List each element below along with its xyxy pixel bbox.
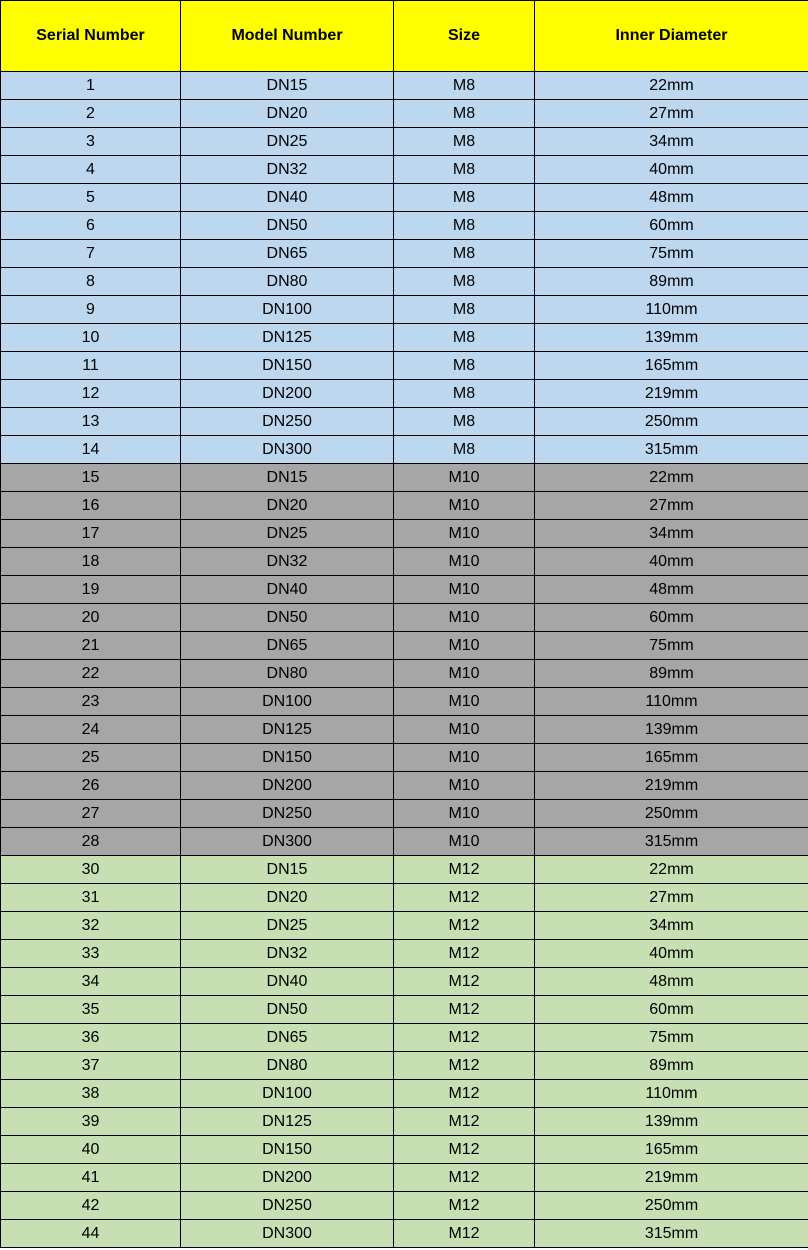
cell-serial-number: 38 [1,1080,181,1108]
table-row [1,576,808,604]
cell-size: M12 [394,1024,535,1052]
cell-size: M10 [394,744,535,772]
table-row [1,212,808,240]
cell-serial-number: 34 [1,968,181,996]
table-row [1,1192,808,1220]
table-row [1,240,808,268]
table-row [1,912,808,940]
cell-size: M8 [394,268,535,296]
cell-serial-number: 40 [1,1136,181,1164]
cell-model-number: DN300 [181,1220,394,1248]
table-row [1,72,808,100]
cell-size: M10 [394,688,535,716]
cell-size: M8 [394,72,535,100]
cell-size: M8 [394,100,535,128]
cell-serial-number: 22 [1,660,181,688]
table-row [1,772,808,800]
cell-size: M8 [394,380,535,408]
cell-size: M10 [394,604,535,632]
cell-size: M8 [394,436,535,464]
table-row [1,1220,808,1248]
cell-size: M8 [394,184,535,212]
table-row [1,548,808,576]
cell-inner-diameter: 110mm [535,1080,808,1108]
cell-serial-number: 37 [1,1052,181,1080]
table-row [1,436,808,464]
cell-serial-number: 19 [1,576,181,604]
cell-serial-number: 25 [1,744,181,772]
cell-serial-number: 18 [1,548,181,576]
cell-model-number: DN150 [181,1136,394,1164]
cell-serial-number: 17 [1,520,181,548]
table-row [1,716,808,744]
cell-inner-diameter: 40mm [535,940,808,968]
cell-inner-diameter: 22mm [535,464,808,492]
cell-inner-diameter: 165mm [535,1136,808,1164]
cell-inner-diameter: 75mm [535,240,808,268]
table-row [1,632,808,660]
cell-serial-number: 21 [1,632,181,660]
cell-model-number: DN15 [181,464,394,492]
table-row [1,128,808,156]
cell-size: M8 [394,212,535,240]
table-row [1,100,808,128]
table-row [1,660,808,688]
table-row [1,156,808,184]
table-row [1,352,808,380]
table-row [1,492,808,520]
header-size: Size [394,1,535,72]
cell-model-number: DN32 [181,940,394,968]
cell-serial-number: 4 [1,156,181,184]
cell-inner-diameter: 75mm [535,1024,808,1052]
cell-size: M12 [394,1052,535,1080]
cell-serial-number: 28 [1,828,181,856]
table-row [1,1164,808,1192]
cell-serial-number: 2 [1,100,181,128]
cell-serial-number: 15 [1,464,181,492]
cell-model-number: DN50 [181,996,394,1024]
table-body [1,72,808,1248]
cell-size: M12 [394,1192,535,1220]
cell-inner-diameter: 60mm [535,996,808,1024]
cell-serial-number: 5 [1,184,181,212]
table-row [1,1080,808,1108]
cell-size: M10 [394,576,535,604]
cell-size: M8 [394,324,535,352]
cell-inner-diameter: 219mm [535,772,808,800]
cell-serial-number: 44 [1,1220,181,1248]
cell-inner-diameter: 60mm [535,212,808,240]
cell-inner-diameter: 75mm [535,632,808,660]
cell-model-number: DN20 [181,884,394,912]
cell-inner-diameter: 250mm [535,408,808,436]
cell-model-number: DN100 [181,1080,394,1108]
cell-serial-number: 10 [1,324,181,352]
cell-inner-diameter: 22mm [535,72,808,100]
cell-model-number: DN40 [181,968,394,996]
cell-size: M12 [394,968,535,996]
cell-model-number: DN250 [181,408,394,436]
cell-serial-number: 42 [1,1192,181,1220]
table-row [1,604,808,632]
cell-serial-number: 39 [1,1108,181,1136]
cell-inner-diameter: 34mm [535,128,808,156]
cell-model-number: DN32 [181,156,394,184]
table-row [1,1024,808,1052]
cell-size: M12 [394,940,535,968]
cell-model-number: DN125 [181,716,394,744]
cell-size: M12 [394,884,535,912]
cell-size: M10 [394,716,535,744]
cell-inner-diameter: 315mm [535,1220,808,1248]
cell-model-number: DN80 [181,268,394,296]
cell-serial-number: 24 [1,716,181,744]
table-row [1,324,808,352]
cell-inner-diameter: 110mm [535,296,808,324]
cell-inner-diameter: 40mm [535,156,808,184]
cell-size: M8 [394,240,535,268]
cell-size: M12 [394,1220,535,1248]
cell-size: M10 [394,800,535,828]
cell-model-number: DN32 [181,548,394,576]
cell-inner-diameter: 40mm [535,548,808,576]
cell-model-number: DN15 [181,856,394,884]
cell-serial-number: 31 [1,884,181,912]
header-model-number: Model Number [181,1,394,72]
cell-model-number: DN25 [181,128,394,156]
cell-inner-diameter: 89mm [535,1052,808,1080]
cell-inner-diameter: 60mm [535,604,808,632]
cell-size: M10 [394,828,535,856]
cell-serial-number: 26 [1,772,181,800]
cell-serial-number: 27 [1,800,181,828]
cell-serial-number: 35 [1,996,181,1024]
cell-size: M12 [394,912,535,940]
cell-model-number: DN250 [181,1192,394,1220]
cell-model-number: DN25 [181,912,394,940]
cell-size: M12 [394,1136,535,1164]
cell-model-number: DN200 [181,1164,394,1192]
table-row [1,184,808,212]
cell-size: M12 [394,996,535,1024]
cell-serial-number: 7 [1,240,181,268]
header-row [1,1,808,72]
table-row [1,1052,808,1080]
cell-model-number: DN50 [181,604,394,632]
table-row [1,380,808,408]
cell-model-number: DN20 [181,100,394,128]
cell-serial-number: 13 [1,408,181,436]
cell-model-number: DN125 [181,324,394,352]
table-row [1,1108,808,1136]
cell-inner-diameter: 139mm [535,716,808,744]
table-row [1,1136,808,1164]
cell-size: M8 [394,296,535,324]
cell-size: M8 [394,128,535,156]
cell-model-number: DN200 [181,772,394,800]
cell-serial-number: 32 [1,912,181,940]
cell-serial-number: 23 [1,688,181,716]
cell-inner-diameter: 27mm [535,492,808,520]
header-serial-number: Serial Number [1,1,181,72]
table-row [1,268,808,296]
cell-size: M10 [394,464,535,492]
cell-model-number: DN65 [181,632,394,660]
cell-model-number: DN200 [181,380,394,408]
cell-inner-diameter: 48mm [535,968,808,996]
cell-inner-diameter: 27mm [535,884,808,912]
cell-serial-number: 20 [1,604,181,632]
cell-serial-number: 9 [1,296,181,324]
table-row [1,800,808,828]
cell-inner-diameter: 315mm [535,828,808,856]
cell-serial-number: 1 [1,72,181,100]
cell-inner-diameter: 219mm [535,380,808,408]
table-row [1,464,808,492]
cell-inner-diameter: 89mm [535,660,808,688]
cell-model-number: DN300 [181,436,394,464]
cell-size: M10 [394,772,535,800]
cell-serial-number: 16 [1,492,181,520]
cell-inner-diameter: 250mm [535,800,808,828]
table-row [1,520,808,548]
cell-inner-diameter: 48mm [535,576,808,604]
cell-inner-diameter: 250mm [535,1192,808,1220]
cell-model-number: DN65 [181,1024,394,1052]
cell-inner-diameter: 110mm [535,688,808,716]
cell-size: M10 [394,520,535,548]
cell-model-number: DN125 [181,1108,394,1136]
cell-model-number: DN100 [181,688,394,716]
cell-inner-diameter: 22mm [535,856,808,884]
cell-inner-diameter: 34mm [535,912,808,940]
cell-size: M12 [394,856,535,884]
cell-size: M10 [394,492,535,520]
cell-model-number: DN150 [181,744,394,772]
cell-inner-diameter: 34mm [535,520,808,548]
cell-inner-diameter: 139mm [535,1108,808,1136]
cell-serial-number: 3 [1,128,181,156]
cell-model-number: DN50 [181,212,394,240]
cell-model-number: DN80 [181,660,394,688]
cell-size: M10 [394,548,535,576]
table-row [1,408,808,436]
cell-model-number: DN25 [181,520,394,548]
cell-size: M12 [394,1080,535,1108]
cell-inner-diameter: 165mm [535,744,808,772]
cell-size: M8 [394,408,535,436]
cell-serial-number: 41 [1,1164,181,1192]
cell-model-number: DN20 [181,492,394,520]
cell-inner-diameter: 139mm [535,324,808,352]
table-row [1,296,808,324]
table-row [1,688,808,716]
cell-serial-number: 36 [1,1024,181,1052]
cell-serial-number: 6 [1,212,181,240]
cell-serial-number: 14 [1,436,181,464]
cell-serial-number: 8 [1,268,181,296]
table-row [1,744,808,772]
header-inner-diameter: Inner Diameter [535,1,808,72]
cell-model-number: DN100 [181,296,394,324]
cell-model-number: DN80 [181,1052,394,1080]
cell-size: M8 [394,352,535,380]
cell-size: M8 [394,156,535,184]
table-row [1,828,808,856]
table-row [1,856,808,884]
cell-model-number: DN150 [181,352,394,380]
cell-inner-diameter: 89mm [535,268,808,296]
table-row [1,940,808,968]
cell-model-number: DN300 [181,828,394,856]
cell-inner-diameter: 48mm [535,184,808,212]
cell-model-number: DN65 [181,240,394,268]
cell-size: M10 [394,632,535,660]
cell-serial-number: 30 [1,856,181,884]
cell-model-number: DN40 [181,576,394,604]
cell-inner-diameter: 27mm [535,100,808,128]
cell-inner-diameter: 219mm [535,1164,808,1192]
cell-inner-diameter: 165mm [535,352,808,380]
cell-inner-diameter: 315mm [535,436,808,464]
table-row [1,996,808,1024]
cell-model-number: DN250 [181,800,394,828]
cell-serial-number: 33 [1,940,181,968]
cell-model-number: DN40 [181,184,394,212]
cell-serial-number: 11 [1,352,181,380]
cell-serial-number: 12 [1,380,181,408]
table-row [1,884,808,912]
table-row [1,968,808,996]
cell-size: M10 [394,660,535,688]
cell-size: M12 [394,1108,535,1136]
cell-model-number: DN15 [181,72,394,100]
cell-size: M12 [394,1164,535,1192]
